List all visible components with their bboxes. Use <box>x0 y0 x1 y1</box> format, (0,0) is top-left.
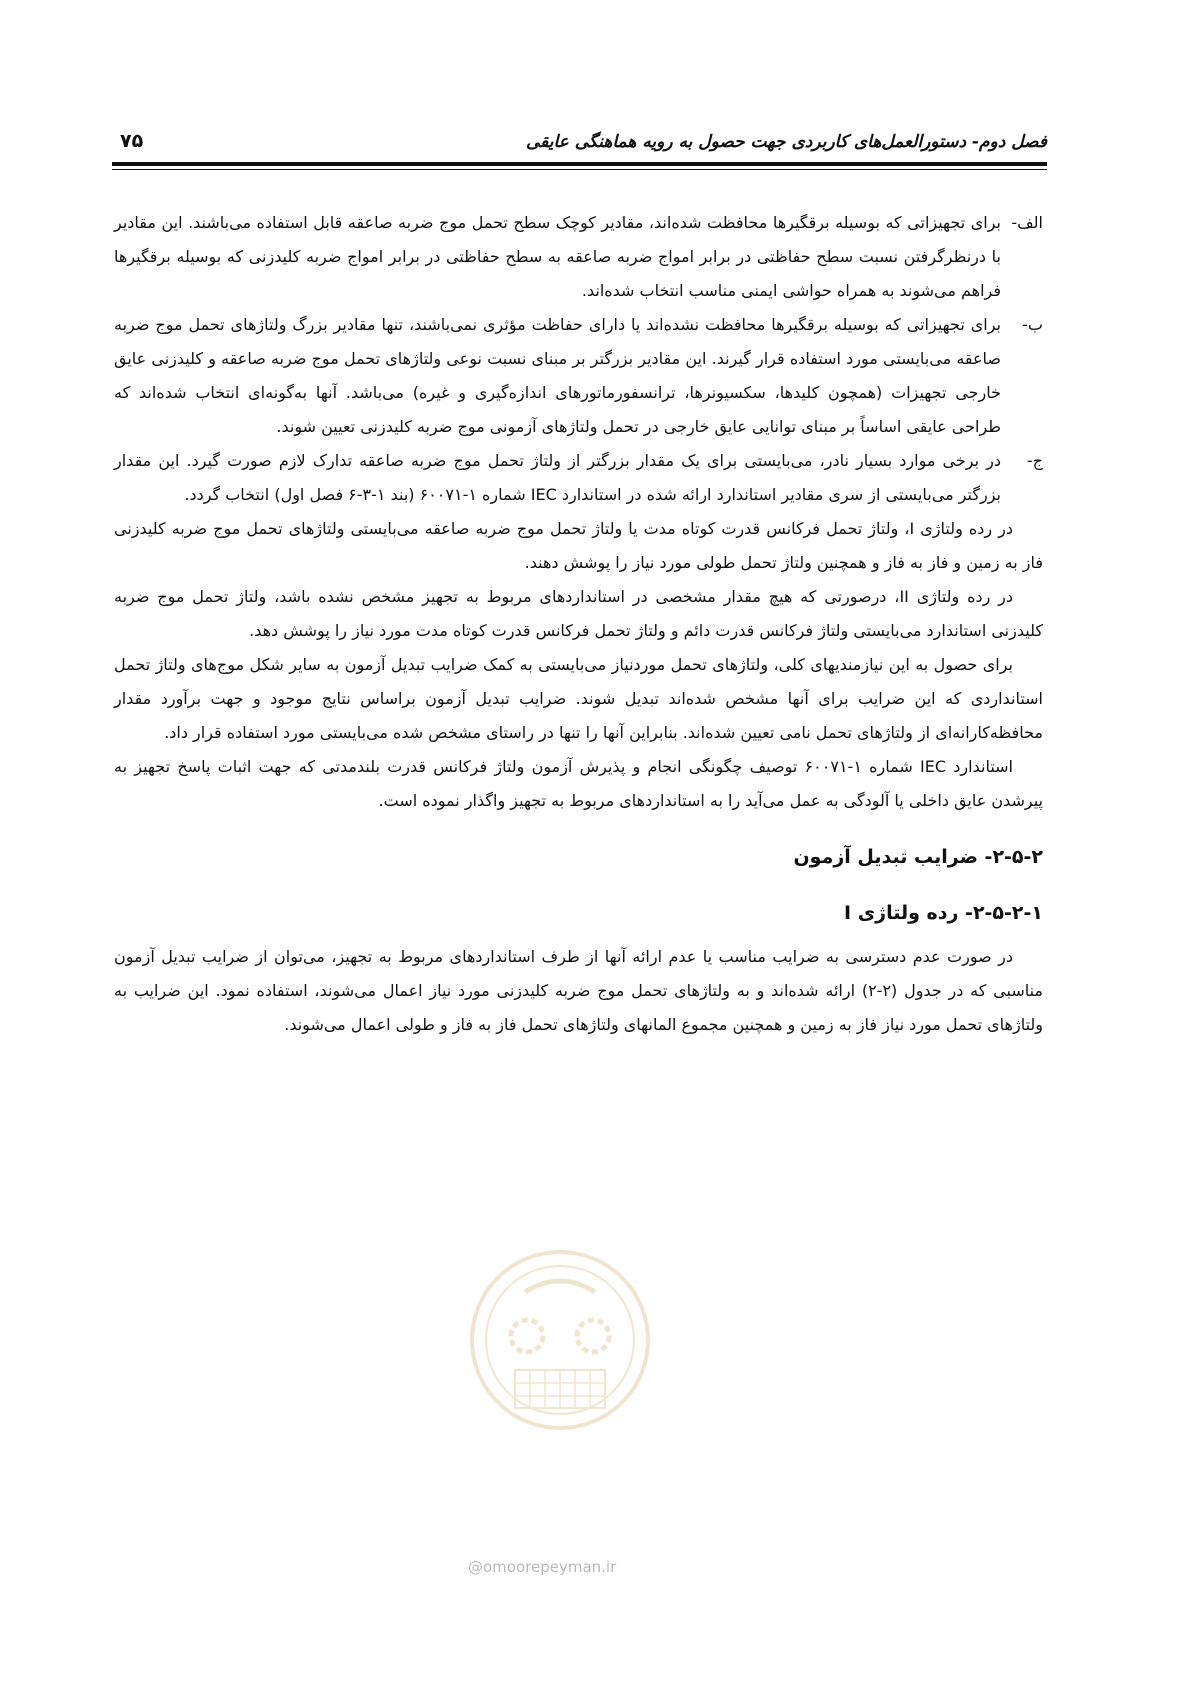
running-header <box>112 128 1047 158</box>
header-rule-thin <box>112 169 1047 170</box>
section-heading: ۲-۵-۲- ضرایب تبدیل آزمون <box>793 846 1043 868</box>
paragraph-conversion-factors: برای حصول به این نیازمندیهای کلی، ولتاژهای تحمل موردنیاز می‌بایستی به کمک ضرایب تبدیل آزمون به سایر شکل موج‌های ولتاژ تحمل استانداردی که این ضرایب برای آنها مشخص شده‌اند تبدیل شوند. ضرایب تبدیل آزمون براساس نتایج موجود و جهت برآورد مقدار محافظه‌کارانه‌ای از ولتاژهای تحمل نامی تعیین شده‌اند. بنابراین آنها را تنها در راستای مشخص شده می‌بایستی مورد استفاده قرار داد. <box>114 655 1043 742</box>
list-marker: ب- <box>1022 315 1043 334</box>
list-item-text: در برخی موارد بسیار نادر، می‌بایستی برای یک مقدار بزرگتر از ولتاژ تحمل موج ضربه صاعقه تدارک لازم صورت گیرد. این مقدار بزرگتر می‌بایستی از سری مقادیر استاندارد ارائه شده در استاندارد IEC شماره ۱-۶۰۰۷۱ (بند ۱-۳-۶ فصل اول) انتخاب گردد. <box>114 451 1001 504</box>
paragraph-voltage-range-1: در رده ولتاژی I، ولتاژ تحمل فرکانس قدرت کوتاه مدت یا ولتاژ تحمل موج ضربه صاعقه می‌بایستی ولتاژهای تحمل موج ضربه کلیدزنی فاز به زمین و فاز به فاز و همچنین ولتاژ تحمل طولی مورد نیاز را پوشش دهند. <box>114 519 1043 572</box>
chapter-title: فصل دوم- دستورالعمل‌های کاربردی جهت حصول به رویه هماهنگی عایقی <box>525 132 1047 152</box>
list-item-alef <box>114 206 1043 308</box>
paragraph-iec-standard: استاندارد IEC شماره ۱-۶۰۰۷۱ توصیف چگونگی انجام و پذیرش آزمون ولتاژ فرکانس قدرت بلندمدتی که جهت اثبات پاسخ تجهیز به پیرشدن عایق داخلی یا آلودگی به عمل می‌آید را به استانداردهای مربوط به تجهیز واگذار نموده است. <box>114 757 1043 810</box>
page-body <box>114 206 1043 1042</box>
subsection-heading: ۲-۵-۲-۱- رده ولتاژی I <box>844 902 1043 924</box>
watermark-url: @omoorepeyman.ir <box>468 1558 617 1576</box>
paragraph-voltage-range-2: در رده ولتاژی II، درصورتی که هیچ مقدار مشخصی در استانداردهای مربوط به تجهیز مشخص نشده باشد، ولتاژ تحمل موج ضربه کلیدزنی استاندارد می‌بایستی ولتاژ فرکانس قدرت دائم و ولتاژ تحمل فرکانس قدرت کوتاه مدت مورد نیاز را پوشش دهد. <box>114 587 1043 640</box>
list-item-text: برای تجهیزاتی که بوسیله برقگیرها محافظت شده‌اند، مقادیر کوچک سطح تحمل موج ضربه صاعقه قابل استفاده می‌باشند. این مقادیر با درنظرگرفتن نسبت سطح حفاظتی در برابر امواج ضربه صاعقه به سطح حفاظتی در برابر امواج ضربه کلیدزنی که بوسیله برقگیرها فراهم می‌شوند به همراه حواشی ایمنی مناسب انتخاب شده‌اند. <box>114 213 1001 300</box>
list-marker: الف- <box>1011 213 1043 232</box>
paragraph-final: در صورت عدم دسترسی به ضرایب مناسب یا عدم ارائه آنها از طرف استانداردهای مربوط به تجهیز، می‌توان از ضرایب تبدیل آزمون مناسبی که در جدول (۲-۲) ارائه شده‌اند و به ولتاژهای تحمل موج ضربه کلیدزنی مورد نیاز اعمال می‌شوند، استفاده نمود. این ضرایب به ولتاژهای تحمل مورد نیاز فاز به زمین و همچنین مجموع المانهای ولتاژهای تحمل فاز به فاز و طولی اعمال می‌شوند. <box>114 947 1043 1034</box>
watermark-seal-logo <box>465 1240 655 1440</box>
list-marker: ج- <box>1026 451 1043 470</box>
header-rule-thick <box>112 162 1047 166</box>
page-number: ۷۵ <box>120 130 144 152</box>
list-item-jim <box>114 444 1043 512</box>
list-item-text: برای تجهیزاتی که بوسیله برقگیرها محافظت نشده‌اند یا دارای حفاظت مؤثری نمی‌باشند، تنها مقادیر بزرگ ولتاژهای تحمل موج ضربه صاعقه می‌بایستی مورد استفاده قرار گیرند. این مقادیر بزرگتر بر مبنای نسبت نوعی ولتاژهای تحمل موج ضربه صاعقه و کلیدزنی عایق خارجی تجهیزات (همچون کلیدها، سکسیونرها، ترانسفورماتورهای اندازه‌گیری و غیره) می‌باشد. آنها به‌گونه‌ای انتخاب شده‌اند که طراحی عایقی اساساً بر مبنای توانایی عایق خارجی در تحمل ولتاژهای آزمونی موج ضربه کلیدزنی تعیین شوند. <box>114 315 1001 436</box>
list-item-be <box>114 308 1043 444</box>
